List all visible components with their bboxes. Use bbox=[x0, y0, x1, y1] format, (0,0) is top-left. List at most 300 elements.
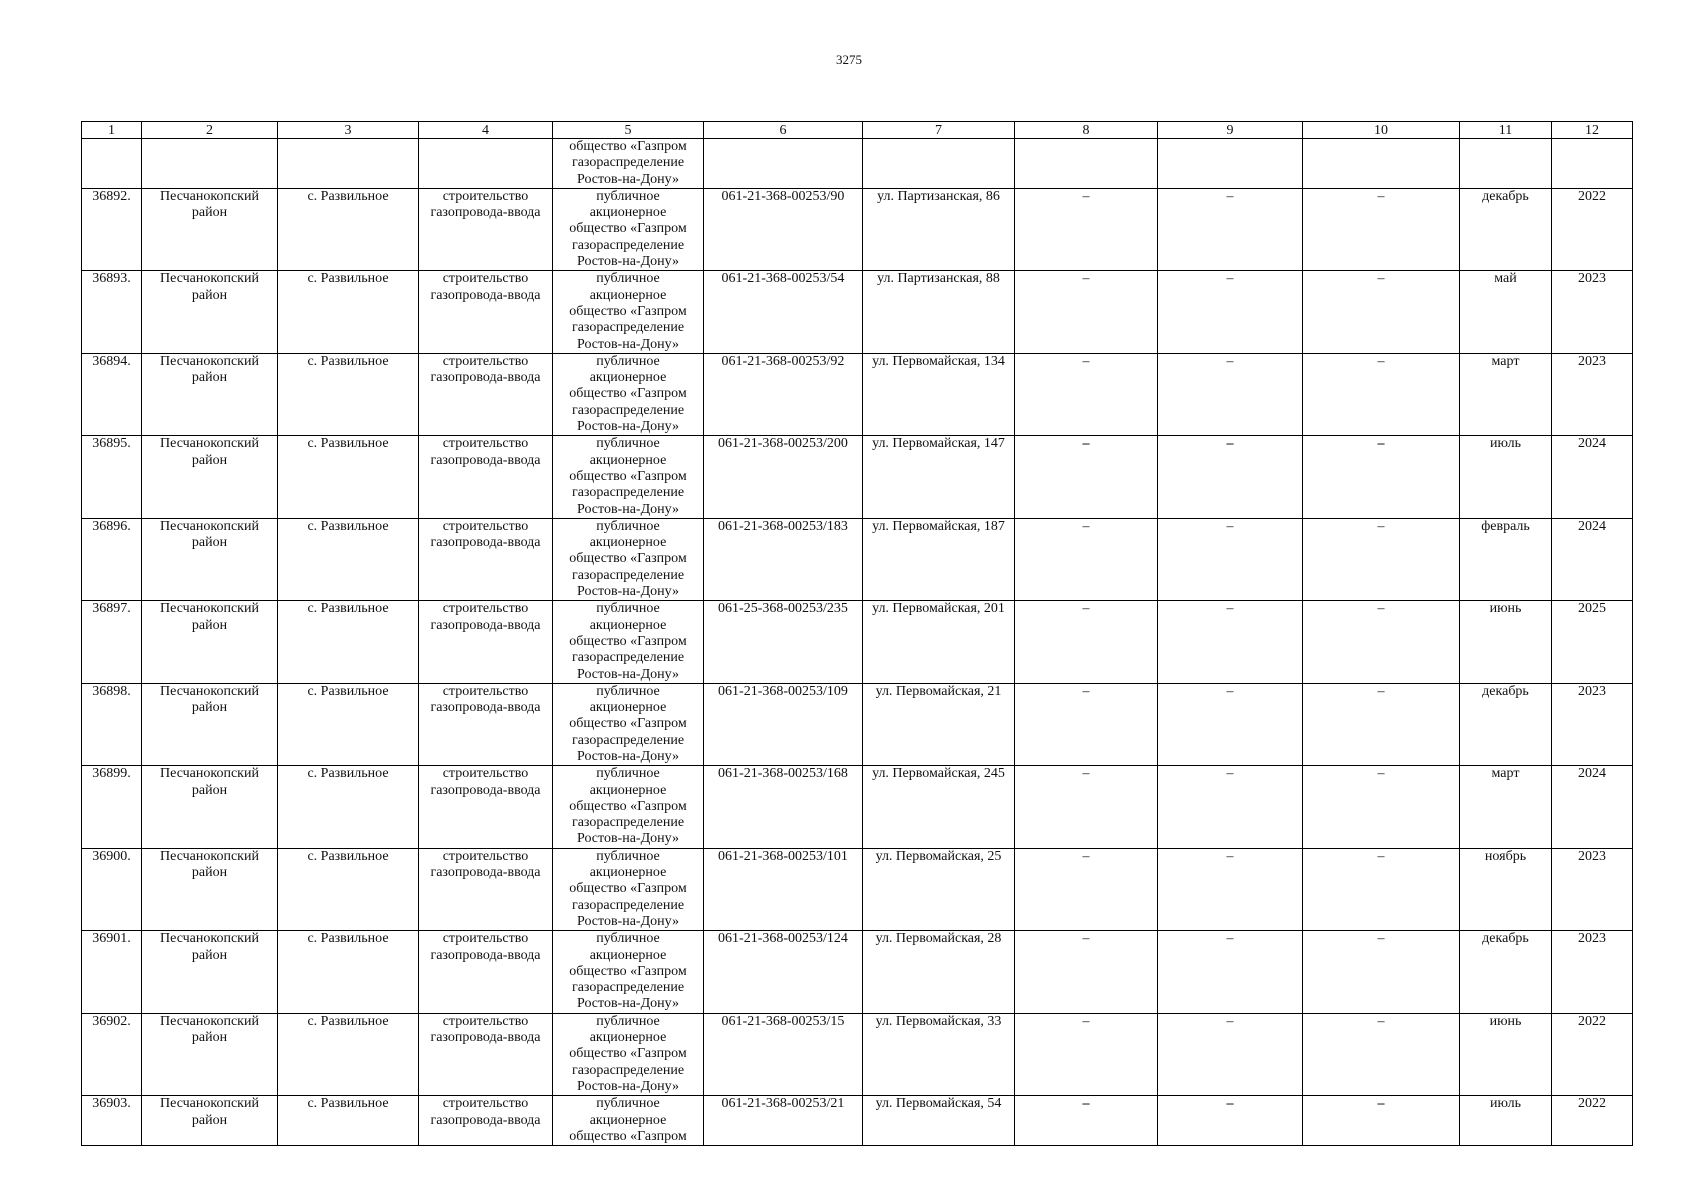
dash-cell bbox=[1015, 518, 1158, 600]
row-number: 36902. bbox=[82, 1013, 142, 1095]
district-cell bbox=[142, 1013, 278, 1095]
dash-cell bbox=[1158, 353, 1303, 435]
dash-mark: – bbox=[1377, 518, 1385, 534]
dash-mark: – bbox=[1377, 1096, 1385, 1112]
dash-cell bbox=[1015, 436, 1158, 518]
cell-line: газопровода-ввода bbox=[430, 865, 541, 881]
cell-line: строительство bbox=[442, 766, 529, 782]
cell-line: Песчанокопский bbox=[160, 518, 259, 534]
cell-line: газопровода-ввода bbox=[430, 1030, 541, 1046]
code-cell: 061-21-368-00253/109 bbox=[704, 683, 863, 765]
table-row bbox=[82, 931, 1633, 1013]
cell-line: район bbox=[191, 535, 228, 551]
cell-line: строительство bbox=[442, 683, 529, 699]
empty-cell bbox=[1552, 139, 1633, 189]
year-cell: 2023 bbox=[1552, 271, 1633, 353]
column-number-row bbox=[82, 122, 1633, 139]
cell-line: акционерное bbox=[589, 947, 667, 963]
district-cell bbox=[142, 1096, 278, 1146]
cell-line: Песчанокопский bbox=[160, 1096, 259, 1112]
cell-line: общество «Газпром bbox=[569, 1046, 687, 1062]
dash-mark: – bbox=[1226, 188, 1234, 204]
cell-line: акционерное bbox=[589, 700, 667, 716]
empty-cell bbox=[1015, 139, 1158, 189]
cell-line: акционерное bbox=[589, 452, 667, 468]
dash-mark: – bbox=[1226, 601, 1234, 617]
year-cell: 2023 bbox=[1552, 931, 1633, 1013]
dash-cell bbox=[1303, 188, 1460, 270]
cell-line: Ростов-на-Дону» bbox=[577, 419, 679, 435]
column-number: 5 bbox=[553, 122, 704, 139]
district-cell bbox=[142, 353, 278, 435]
locality-cell: с. Развильное bbox=[278, 601, 419, 683]
address-cell: ул. Первомайская, 187 bbox=[863, 518, 1015, 600]
empty-cell bbox=[419, 139, 553, 189]
cell-line: публичное bbox=[596, 931, 660, 947]
dash-cell bbox=[1015, 683, 1158, 765]
row-number: 36900. bbox=[82, 848, 142, 930]
cell-line: газораспределение bbox=[571, 1062, 685, 1078]
empty-cell bbox=[704, 139, 863, 189]
month-cell: декабрь bbox=[1460, 683, 1552, 765]
work-type-cell bbox=[419, 188, 553, 270]
work-type-cell bbox=[419, 1096, 553, 1146]
table-row bbox=[82, 766, 1633, 848]
cell-line: газопровода-ввода bbox=[430, 370, 541, 386]
dash-cell bbox=[1303, 931, 1460, 1013]
district-cell bbox=[142, 683, 278, 765]
dash-cell bbox=[1303, 848, 1460, 930]
column-number: 11 bbox=[1460, 122, 1552, 139]
code-cell: 061-21-368-00253/183 bbox=[704, 518, 863, 600]
cell-line: Песчанокопский bbox=[160, 683, 259, 699]
empty-cell bbox=[278, 139, 419, 189]
cell-line: район bbox=[191, 782, 228, 798]
cell-line: газопровода-ввода bbox=[430, 1112, 541, 1128]
cell-line: общество «Газпром bbox=[569, 386, 687, 402]
code-cell: 061-21-368-00253/54 bbox=[704, 271, 863, 353]
year-cell: 2022 bbox=[1552, 1096, 1633, 1146]
address-cell: ул. Первомайская, 54 bbox=[863, 1096, 1015, 1146]
work-type-cell bbox=[419, 766, 553, 848]
address-cell: ул. Партизанская, 88 bbox=[863, 271, 1015, 353]
cell-line: публичное bbox=[596, 766, 660, 782]
cell-line: публичное bbox=[596, 1013, 660, 1029]
owner-cell bbox=[553, 436, 704, 518]
cell-line: акционерное bbox=[589, 287, 667, 303]
column-number: 8 bbox=[1015, 122, 1158, 139]
code-cell: 061-21-368-00253/15 bbox=[704, 1013, 863, 1095]
locality-cell: с. Развильное bbox=[278, 848, 419, 930]
cell-line: общество «Газпром bbox=[569, 221, 687, 237]
dash-cell bbox=[1015, 1096, 1158, 1146]
cell-line: акционерное bbox=[589, 782, 667, 798]
district-cell bbox=[142, 518, 278, 600]
district-cell bbox=[142, 601, 278, 683]
work-type-cell bbox=[419, 931, 553, 1013]
row-number: 36893. bbox=[82, 271, 142, 353]
cell-line: Песчанокопский bbox=[160, 848, 259, 864]
cell-line: Ростов-на-Дону» bbox=[577, 913, 679, 929]
cell-line: публичное bbox=[596, 518, 660, 534]
row-number: 36901. bbox=[82, 931, 142, 1013]
table-row bbox=[82, 436, 1633, 518]
month-cell: март bbox=[1460, 766, 1552, 848]
district-cell bbox=[142, 766, 278, 848]
cell-line: акционерное bbox=[589, 617, 667, 633]
year-cell: 2023 bbox=[1552, 683, 1633, 765]
month-cell: май bbox=[1460, 271, 1552, 353]
dash-mark: – bbox=[1082, 931, 1090, 947]
dash-mark: – bbox=[1226, 271, 1234, 287]
address-cell: ул. Первомайская, 28 bbox=[863, 931, 1015, 1013]
cell-line: акционерное bbox=[589, 865, 667, 881]
dash-mark: – bbox=[1082, 601, 1090, 617]
cell-line: строительство bbox=[442, 1096, 529, 1112]
row-number: 36903. bbox=[82, 1096, 142, 1146]
cell-line: публичное bbox=[596, 436, 660, 452]
column-number: 2 bbox=[142, 122, 278, 139]
work-type-cell bbox=[419, 353, 553, 435]
column-number: 3 bbox=[278, 122, 419, 139]
row-number: 36897. bbox=[82, 601, 142, 683]
cell-line: газопровода-ввода bbox=[430, 700, 541, 716]
cell-line: общество «Газпром bbox=[569, 551, 687, 567]
cell-line: общество «Газпром bbox=[569, 303, 687, 319]
dash-mark: – bbox=[1377, 1013, 1385, 1029]
owner-cell bbox=[553, 848, 704, 930]
dash-mark: – bbox=[1082, 683, 1090, 699]
locality-cell: с. Развильное bbox=[278, 1013, 419, 1095]
month-cell: февраль bbox=[1460, 518, 1552, 600]
work-type-cell bbox=[419, 1013, 553, 1095]
dash-cell bbox=[1158, 1013, 1303, 1095]
cell-line: газораспределение bbox=[571, 155, 685, 171]
cell-line: Песчанокопский bbox=[160, 1013, 259, 1029]
dash-cell bbox=[1303, 1013, 1460, 1095]
work-type-cell bbox=[419, 601, 553, 683]
cell-line: строительство bbox=[442, 931, 529, 947]
dash-cell bbox=[1158, 931, 1303, 1013]
cell-line: акционерное bbox=[589, 535, 667, 551]
year-cell: 2024 bbox=[1552, 766, 1633, 848]
table-row bbox=[82, 1013, 1633, 1095]
cell-line: район bbox=[191, 947, 228, 963]
month-cell: декабрь bbox=[1460, 931, 1552, 1013]
dash-mark: – bbox=[1082, 353, 1090, 369]
dash-mark: – bbox=[1226, 766, 1234, 782]
cell-line: Ростов-на-Дону» bbox=[577, 584, 679, 600]
cell-line: район bbox=[191, 287, 228, 303]
cell-line: публичное bbox=[596, 1096, 660, 1112]
month-cell: июль bbox=[1460, 1096, 1552, 1146]
cell-line: акционерное bbox=[589, 205, 667, 221]
cell-line: газораспределение bbox=[571, 567, 685, 583]
dash-mark: – bbox=[1082, 271, 1090, 287]
dash-cell bbox=[1015, 1013, 1158, 1095]
cell-line: Песчанокопский bbox=[160, 931, 259, 947]
locality-cell: с. Развильное bbox=[278, 188, 419, 270]
cell-line: Песчанокопский bbox=[160, 353, 259, 369]
cell-line: строительство bbox=[442, 848, 529, 864]
dash-cell bbox=[1015, 271, 1158, 353]
cell-line: район bbox=[191, 1112, 228, 1128]
cell-line: Песчанокопский bbox=[160, 271, 259, 287]
table-row bbox=[82, 848, 1633, 930]
empty-cell bbox=[863, 139, 1015, 189]
address-cell: ул. Первомайская, 134 bbox=[863, 353, 1015, 435]
work-type-cell bbox=[419, 683, 553, 765]
dash-cell bbox=[1303, 353, 1460, 435]
dash-cell bbox=[1158, 436, 1303, 518]
row-number: 36894. bbox=[82, 353, 142, 435]
district-cell bbox=[142, 436, 278, 518]
dash-mark: – bbox=[1226, 683, 1234, 699]
cell-line: газораспределение bbox=[571, 650, 685, 666]
dash-cell bbox=[1303, 766, 1460, 848]
dash-mark: – bbox=[1377, 271, 1385, 287]
work-type-cell bbox=[419, 518, 553, 600]
cell-line: общество «Газпром bbox=[569, 1128, 687, 1144]
dash-mark: – bbox=[1082, 518, 1090, 534]
dash-mark: – bbox=[1082, 1013, 1090, 1029]
dash-cell bbox=[1015, 848, 1158, 930]
cell-line: строительство bbox=[442, 271, 529, 287]
cell-line: публичное bbox=[596, 271, 660, 287]
owner-cell bbox=[553, 683, 704, 765]
dash-mark: – bbox=[1226, 436, 1234, 452]
dash-mark: – bbox=[1226, 848, 1234, 864]
cell-line: газопровода-ввода bbox=[430, 287, 541, 303]
table-row bbox=[82, 518, 1633, 600]
cell-line: Ростов-на-Дону» bbox=[577, 831, 679, 847]
column-number: 7 bbox=[863, 122, 1015, 139]
dash-cell bbox=[1303, 518, 1460, 600]
cell-line: Песчанокопский bbox=[160, 601, 259, 617]
dash-mark: – bbox=[1226, 931, 1234, 947]
dash-cell bbox=[1158, 188, 1303, 270]
column-number: 1 bbox=[82, 122, 142, 139]
cell-line: публичное bbox=[596, 188, 660, 204]
cell-line: общество «Газпром bbox=[569, 633, 687, 649]
cell-line: строительство bbox=[442, 188, 529, 204]
table-row bbox=[82, 1096, 1633, 1146]
cell-line: район bbox=[191, 700, 228, 716]
locality-cell: с. Развильное bbox=[278, 518, 419, 600]
owner-cell bbox=[553, 1096, 704, 1146]
dash-cell bbox=[1015, 766, 1158, 848]
cell-line: Ростов-на-Дону» bbox=[577, 336, 679, 352]
cell-line: район bbox=[191, 865, 228, 881]
work-type-cell bbox=[419, 436, 553, 518]
dash-mark: – bbox=[1226, 1096, 1234, 1112]
dash-mark: – bbox=[1082, 188, 1090, 204]
table-row bbox=[82, 683, 1633, 765]
year-cell: 2024 bbox=[1552, 518, 1633, 600]
dash-cell bbox=[1158, 601, 1303, 683]
table-row bbox=[82, 601, 1633, 683]
district-cell bbox=[142, 188, 278, 270]
cell-line: Ростов-на-Дону» bbox=[577, 996, 679, 1012]
cell-line: Песчанокопский bbox=[160, 766, 259, 782]
cell-line: Песчанокопский bbox=[160, 436, 259, 452]
cell-line: газораспределение bbox=[571, 402, 685, 418]
empty-cell bbox=[1303, 139, 1460, 189]
dash-cell bbox=[1303, 271, 1460, 353]
work-type-cell bbox=[419, 848, 553, 930]
dash-mark: – bbox=[1377, 931, 1385, 947]
page-number: 3275 bbox=[836, 52, 862, 67]
dash-cell bbox=[1015, 353, 1158, 435]
cell-line: Ростов-на-Дону» bbox=[577, 171, 679, 187]
owner-cell bbox=[553, 1013, 704, 1095]
cell-line: Песчанокопский bbox=[160, 188, 259, 204]
registry-table bbox=[81, 121, 1633, 1146]
month-cell: июль bbox=[1460, 436, 1552, 518]
cell-line: Ростов-на-Дону» bbox=[577, 254, 679, 270]
dash-cell bbox=[1303, 683, 1460, 765]
column-number: 12 bbox=[1552, 122, 1633, 139]
year-cell: 2022 bbox=[1552, 1013, 1633, 1095]
locality-cell: с. Развильное bbox=[278, 931, 419, 1013]
cell-line: акционерное bbox=[589, 370, 667, 386]
cell-line: публичное bbox=[596, 848, 660, 864]
code-cell: 061-21-368-00253/168 bbox=[704, 766, 863, 848]
month-cell: ноябрь bbox=[1460, 848, 1552, 930]
empty-cell bbox=[1158, 139, 1303, 189]
cell-line: газопровода-ввода bbox=[430, 205, 541, 221]
dash-mark: – bbox=[1226, 518, 1234, 534]
cell-line: общество «Газпром bbox=[569, 139, 687, 154]
year-cell: 2022 bbox=[1552, 188, 1633, 270]
dash-cell bbox=[1015, 188, 1158, 270]
owner-cell bbox=[553, 601, 704, 683]
dash-mark: – bbox=[1226, 353, 1234, 369]
owner-cell bbox=[553, 271, 704, 353]
locality-cell: с. Развильное bbox=[278, 683, 419, 765]
cell-line: район bbox=[191, 205, 228, 221]
cell-line: публичное bbox=[596, 353, 660, 369]
district-cell bbox=[142, 931, 278, 1013]
dash-cell bbox=[1158, 848, 1303, 930]
cell-line: общество «Газпром bbox=[569, 881, 687, 897]
cell-line: общество «Газпром bbox=[569, 716, 687, 732]
cell-line: газораспределение bbox=[571, 237, 685, 253]
cell-line: общество «Газпром bbox=[569, 468, 687, 484]
owner-cell bbox=[553, 139, 704, 189]
empty-cell bbox=[1460, 139, 1552, 189]
year-cell: 2023 bbox=[1552, 353, 1633, 435]
cell-line: газопровода-ввода bbox=[430, 782, 541, 798]
cell-line: газораспределение bbox=[571, 815, 685, 831]
owner-cell bbox=[553, 188, 704, 270]
dash-mark: – bbox=[1377, 683, 1385, 699]
table-row bbox=[82, 353, 1633, 435]
cell-line: газораспределение bbox=[571, 732, 685, 748]
column-number: 10 bbox=[1303, 122, 1460, 139]
dash-mark: – bbox=[1082, 848, 1090, 864]
table-row bbox=[82, 271, 1633, 353]
address-cell: ул. Первомайская, 25 bbox=[863, 848, 1015, 930]
cell-line: район bbox=[191, 1030, 228, 1046]
dash-cell bbox=[1015, 931, 1158, 1013]
code-cell: 061-21-368-00253/101 bbox=[704, 848, 863, 930]
dash-mark: – bbox=[1377, 766, 1385, 782]
dash-cell bbox=[1303, 1096, 1460, 1146]
dash-mark: – bbox=[1377, 436, 1385, 452]
empty-cell bbox=[142, 139, 278, 189]
row-number: 36895. bbox=[82, 436, 142, 518]
cell-line: строительство bbox=[442, 601, 529, 617]
cell-line: газопровода-ввода bbox=[430, 947, 541, 963]
dash-mark: – bbox=[1226, 1013, 1234, 1029]
dash-mark: – bbox=[1377, 848, 1385, 864]
dash-mark: – bbox=[1377, 353, 1385, 369]
cell-line: район bbox=[191, 617, 228, 633]
code-cell: 061-21-368-00253/200 bbox=[704, 436, 863, 518]
cell-line: газопровода-ввода bbox=[430, 452, 541, 468]
district-cell bbox=[142, 848, 278, 930]
dash-cell bbox=[1303, 601, 1460, 683]
address-cell: ул. Первомайская, 33 bbox=[863, 1013, 1015, 1095]
locality-cell: с. Развильное bbox=[278, 436, 419, 518]
dash-cell bbox=[1158, 271, 1303, 353]
code-cell: 061-21-368-00253/124 bbox=[704, 931, 863, 1013]
code-cell: 061-21-368-00253/92 bbox=[704, 353, 863, 435]
cell-line: район bbox=[191, 452, 228, 468]
cell-line: акционерное bbox=[589, 1112, 667, 1128]
locality-cell: с. Развильное bbox=[278, 766, 419, 848]
cell-line: строительство bbox=[442, 1013, 529, 1029]
cell-line: газораспределение bbox=[571, 320, 685, 336]
cell-line: общество «Газпром bbox=[569, 798, 687, 814]
cell-line: Ростов-на-Дону» bbox=[577, 666, 679, 682]
month-cell: март bbox=[1460, 353, 1552, 435]
row-number: 36892. bbox=[82, 188, 142, 270]
cell-line: строительство bbox=[442, 353, 529, 369]
district-cell bbox=[142, 271, 278, 353]
column-number: 4 bbox=[419, 122, 553, 139]
row-number: 36898. bbox=[82, 683, 142, 765]
dash-mark: – bbox=[1082, 436, 1090, 452]
dash-mark: – bbox=[1377, 601, 1385, 617]
dash-cell bbox=[1158, 683, 1303, 765]
cell-line: газопровода-ввода bbox=[430, 617, 541, 633]
locality-cell: с. Развильное bbox=[278, 353, 419, 435]
dash-mark: – bbox=[1377, 188, 1385, 204]
column-number: 6 bbox=[704, 122, 863, 139]
year-cell: 2024 bbox=[1552, 436, 1633, 518]
month-cell: июнь bbox=[1460, 1013, 1552, 1095]
work-type-cell bbox=[419, 271, 553, 353]
row-number: 36896. bbox=[82, 518, 142, 600]
address-cell: ул. Первомайская, 201 bbox=[863, 601, 1015, 683]
year-cell: 2025 bbox=[1552, 601, 1633, 683]
code-cell: 061-21-368-00253/21 bbox=[704, 1096, 863, 1146]
owner-cell bbox=[553, 931, 704, 1013]
empty-cell bbox=[82, 139, 142, 189]
dash-cell bbox=[1158, 766, 1303, 848]
owner-cell bbox=[553, 766, 704, 848]
cell-line: газопровода-ввода bbox=[430, 535, 541, 551]
address-cell: ул. Первомайская, 245 bbox=[863, 766, 1015, 848]
dash-mark: – bbox=[1082, 766, 1090, 782]
month-cell: декабрь bbox=[1460, 188, 1552, 270]
locality-cell: с. Развильное bbox=[278, 1096, 419, 1146]
table-row bbox=[82, 188, 1633, 270]
continuation-row bbox=[82, 139, 1633, 189]
cell-line: акционерное bbox=[589, 1030, 667, 1046]
